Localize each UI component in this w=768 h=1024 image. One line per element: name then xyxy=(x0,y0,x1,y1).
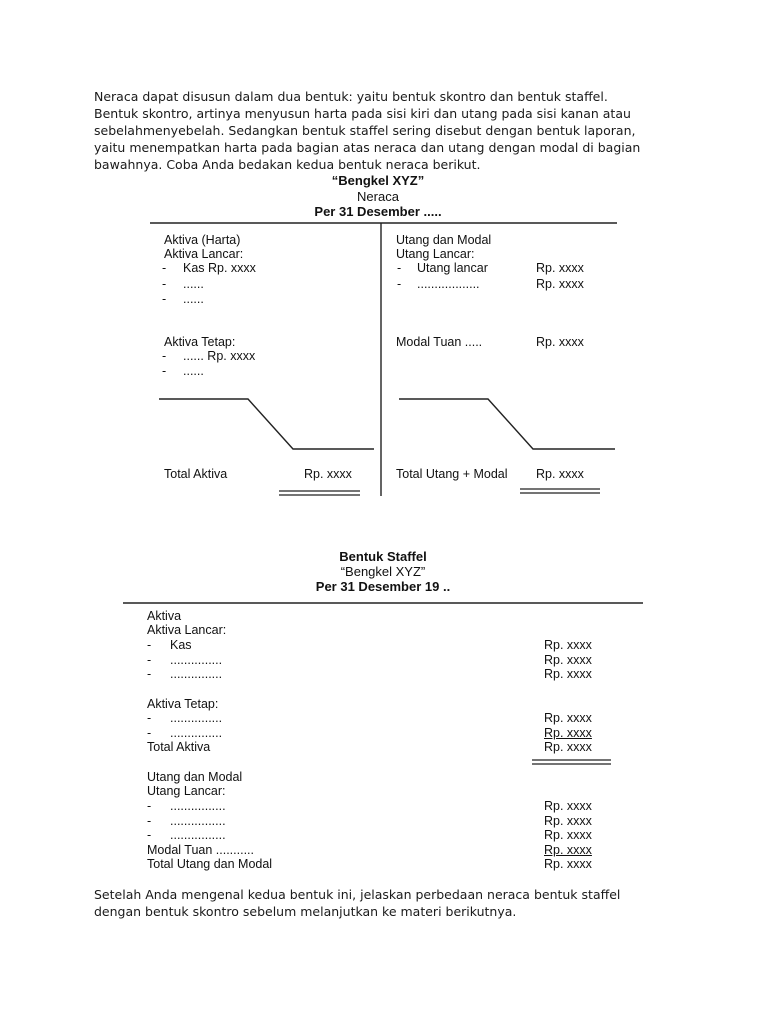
staffel-current-asset-value: Rp. xxxx xyxy=(544,638,592,652)
intro-line: yaitu menempatkan harta pada bagian atas neraca dan utang dengan modal di bagian xyxy=(94,140,641,155)
skontro-current-assets-label: Aktiva Lancar: xyxy=(164,247,244,261)
closing-paragraph xyxy=(94,886,684,920)
dash: - xyxy=(397,277,402,291)
staffel-current-asset-item: Kas xyxy=(170,638,192,652)
skontro-assets-heading: Aktiva (Harta) xyxy=(164,233,241,247)
skontro-liability-item: Utang lancar xyxy=(417,261,488,275)
skontro-date: Per 31 Desember ..... xyxy=(314,204,442,219)
staffel-fixed-asset-value: Rp. xxxx xyxy=(544,726,592,740)
skontro-fixed-asset-item: ...... xyxy=(183,364,204,378)
skontro-total-liabilities-label: Total Utang + Modal xyxy=(396,467,508,481)
skontro-company: “Bengkel XYZ” xyxy=(331,173,425,188)
staffel-date: Per 31 Desember 19 .. xyxy=(315,579,451,594)
intro-line: sebelahmenyebelah. Sedangkan bentuk staffel sering disebut dengan bentuk laporan, xyxy=(94,123,636,138)
staffel-current-liabilities-label: Utang Lancar: xyxy=(147,784,226,798)
closing-line: dengan bentuk skontro sebelum melanjutkan ke materi berikutnya. xyxy=(94,904,517,919)
closing-line: Setelah Anda mengenal kedua bentuk ini, jelaskan perbedaan neraca bentuk staffel xyxy=(94,887,621,902)
staffel-equity-label: Modal Tuan ........... xyxy=(147,843,254,857)
skontro-total-assets-label: Total Aktiva xyxy=(164,467,228,481)
staffel-fixed-asset-item: ............... xyxy=(170,711,223,725)
staffel-current-asset-item: ............... xyxy=(170,653,223,667)
staffel-liability-value: Rp. xxxx xyxy=(544,814,592,828)
skontro-liabilities-heading: Utang dan Modal xyxy=(396,233,492,247)
staffel-company: “Bengkel XYZ” xyxy=(340,564,426,579)
intro-line: bawahnya. Coba Anda bedakan kedua bentuk neraca berikut. xyxy=(94,157,481,172)
dash: - xyxy=(147,638,152,652)
dash: - xyxy=(397,261,402,275)
staffel-liability-item: ................ xyxy=(170,814,226,828)
skontro-current-asset-item: Kas Rp. xxxx xyxy=(183,261,256,275)
intro-line: Neraca dapat disusun dalam dua bentuk: yaitu bentuk skontro dan bentuk staffel. xyxy=(94,89,608,104)
staffel-fixed-asset-item: ............... xyxy=(170,726,223,740)
dash: - xyxy=(147,814,152,828)
dash: - xyxy=(147,799,152,813)
dash: - xyxy=(162,261,167,275)
staffel-liability-item: ................ xyxy=(170,828,226,842)
staffel-fixed-asset-value: Rp. xxxx xyxy=(544,711,592,725)
dash: - xyxy=(147,653,152,667)
staffel-liability-value: Rp. xxxx xyxy=(544,828,592,842)
skontro-liability-value: Rp. xxxx xyxy=(536,277,584,291)
skontro-total-liabilities-value: Rp. xxxx xyxy=(536,467,584,481)
staffel-current-assets-label: Aktiva Lancar: xyxy=(147,623,227,637)
skontro-fixed-asset-item: ...... Rp. xxxx xyxy=(183,349,256,363)
dash: - xyxy=(147,667,152,681)
staffel-current-asset-item: ............... xyxy=(170,667,223,681)
staffel-assets-heading: Aktiva xyxy=(147,609,182,623)
staffel-liability-item: ................ xyxy=(170,799,226,813)
dash: - xyxy=(147,828,152,842)
skontro-title: Neraca xyxy=(357,189,399,204)
staffel-form-title: Bentuk Staffel xyxy=(339,549,427,564)
dash: - xyxy=(162,292,167,306)
skontro-fixed-assets-label: Aktiva Tetap: xyxy=(164,335,236,349)
skontro-right-total-bracket xyxy=(399,399,615,449)
staffel-total-assets-label: Total Aktiva xyxy=(147,740,211,754)
staffel-liabilities-heading: Utang dan Modal xyxy=(147,770,243,784)
staffel-current-asset-value: Rp. xxxx xyxy=(544,667,592,681)
staffel-liability-value: Rp. xxxx xyxy=(544,799,592,813)
skontro-current-asset-item: ...... xyxy=(183,292,204,306)
dash: - xyxy=(162,277,167,291)
skontro-liability-value: Rp. xxxx xyxy=(536,261,584,275)
skontro-equity-value: Rp. xxxx xyxy=(536,335,584,349)
skontro-total-assets-value: Rp. xxxx xyxy=(304,467,352,481)
staffel-current-asset-value: Rp. xxxx xyxy=(544,653,592,667)
intro-line: Bentuk skontro, artinya menyusun harta pada sisi kiri dan utang pada sisi kanan atau xyxy=(94,106,631,121)
skontro-liability-item: .................. xyxy=(417,277,480,291)
staffel-fixed-assets-label: Aktiva Tetap: xyxy=(147,697,219,711)
dash: - xyxy=(147,711,152,725)
skontro-equity-label: Modal Tuan ..... xyxy=(396,335,483,349)
staffel-equity-value: Rp. xxxx xyxy=(544,843,592,857)
skontro-current-liabilities-label: Utang Lancar: xyxy=(396,247,475,261)
dash: - xyxy=(162,364,167,378)
dash: - xyxy=(147,726,152,740)
dash: - xyxy=(162,349,167,363)
staffel-total-label: Total Utang dan Modal xyxy=(147,857,273,871)
staffel-total-value: Rp. xxxx xyxy=(544,857,592,871)
staffel-total-assets-value: Rp. xxxx xyxy=(544,740,592,754)
skontro-left-total-bracket xyxy=(159,399,374,449)
skontro-current-asset-item: ...... xyxy=(183,277,204,291)
